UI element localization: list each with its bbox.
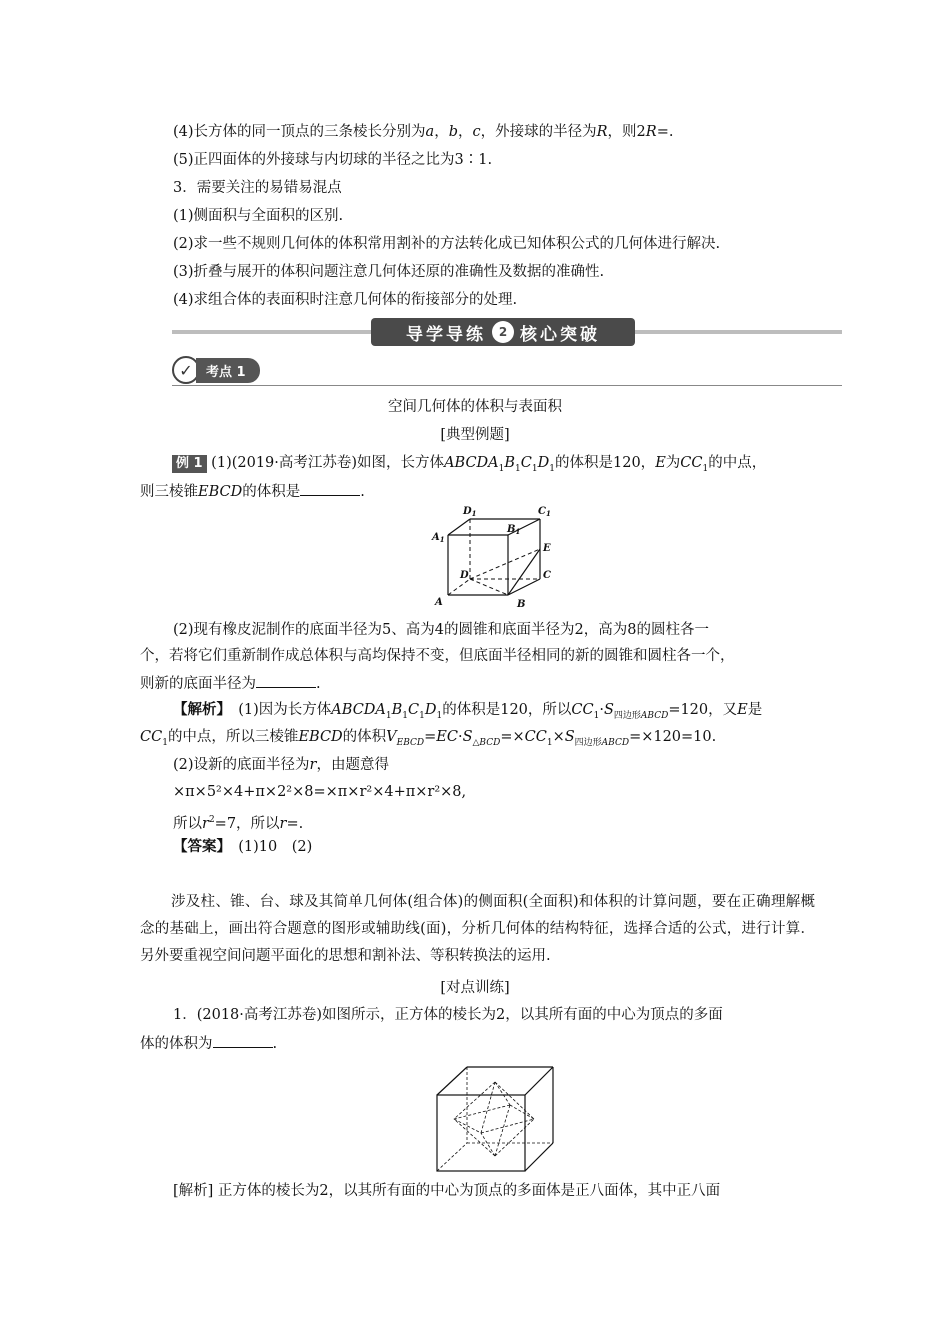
practice-1-line2: 体的体积为 .: [140, 1033, 277, 1054]
problem-2-line2: 个，若将它们重新制作成总体积与高均保持不变，但底面半径相同的新的圆锥和圆柱各一个，: [140, 648, 735, 664]
top-item-4: (4)长方体的同一顶点的三条棱长分别为a，b，c，外接球的半径为R，则2R=.: [173, 124, 674, 140]
answer-blank: [300, 481, 360, 496]
cube-octahedron-figure: [430, 1060, 560, 1175]
answer-blank-3: [213, 1033, 273, 1048]
label-C: C: [543, 570, 551, 581]
label-A: A: [435, 597, 443, 608]
label-A1: $A_1$: [432, 532, 445, 544]
practice-title: [对点训练]: [440, 980, 510, 996]
mistake-1: (1)侧面积与全面积的区别.: [173, 208, 344, 224]
label-C1: $C_1$: [538, 506, 551, 518]
mistake-4: (4)求组合体的表面积时注意几何体的衔接部分的处理.: [173, 292, 518, 308]
label-B1: $B_1$: [507, 524, 521, 536]
kaodian-rule: [172, 385, 842, 386]
label-E: E: [543, 543, 551, 554]
cuboid-figure: [425, 503, 560, 611]
example-1-line1: 例 1 (1)(2019·高考江苏卷)如图，长方体$ABCDA_1B_1C_1D_1$的体积是120，E为$CC_1$的中点，: [172, 453, 766, 479]
solution-line1: 【解析】 (1)因为长方体$ABCDA_1B_1C_1D_1$的体积是120，所以$CC_1\cdot S_{四边形ABCD}=120$，又E是: [173, 701, 763, 721]
section-banner: [371, 318, 635, 346]
practice-1-line1: 1．(2018·高考江苏卷)如图所示，正方体的棱长为2，以其所有面的中心为顶点的多面: [173, 1007, 723, 1023]
example-badge: 例 1: [172, 455, 207, 473]
heading-3: 3．需要关注的易错易混点: [173, 180, 342, 196]
kaodian-tag: [172, 357, 260, 383]
label-D1: $D_1$: [463, 506, 477, 518]
checkmark-icon: ✓: [172, 356, 200, 384]
label-B: B: [517, 599, 526, 610]
problem-2-line3: 则新的底面半径为 .: [140, 673, 321, 694]
solution-line4: ×π×5²×4+π×2²×8=×π×r²×4+π×r²×8,: [173, 784, 467, 800]
typical-examples-title: [典型例题]: [440, 427, 510, 443]
solution-line2: $CC_1$的中点，所以三棱锥EBCD的体积$V_{EBCD}=EC\cdot S_{\triangle BCD}=\times CC_1\times S_{四边形ABCD}=\times 120=10$.: [140, 729, 717, 748]
summary-paragraph: 涉及柱、锥、台、球及其简单几何体(组合体)的侧面积(全面积)和体积的计算问题，要在正确理解概念的基础上，画出符合题意的图形或辅助线(面)，分析几何体的结构特征，选择合适的公式，进行计算．另外要重视空间问题平面化的思想和割补法、等积转换法的运用.: [140, 894, 815, 964]
banner-number-badge: 2: [492, 321, 514, 343]
banner-right-text: 核心突破: [520, 324, 600, 345]
section-title: 空间几何体的体积与表面积: [388, 399, 562, 415]
practice-solution-line: [解析] 正方体的棱长为2，以其所有面的中心为顶点的多面体是正八面体，其中正八面: [173, 1183, 721, 1199]
label-D: D: [460, 570, 469, 581]
mistake-3: (3)折叠与展开的体积问题注意几何体还原的准确性及数据的准确性.: [173, 264, 605, 280]
solution-line5: 所以$r^2=7$，所以r=.: [173, 815, 304, 832]
answer-line: 【答案】 (1)10 (2): [173, 838, 313, 855]
kaodian-label: 考点 1: [196, 358, 260, 383]
answer-blank-2: [256, 673, 316, 688]
solution-line3: (2)设新的底面半径为r，由题意得: [173, 757, 389, 773]
mistake-2: (2)求一些不规则几何体的体积常用割补的方法转化成已知体积公式的几何体进行解决.: [173, 236, 721, 252]
banner-left-text: 导学导练: [406, 324, 486, 345]
example-1-line2: 则三棱锥EBCD的体积是 .: [140, 481, 365, 502]
problem-2-line1: (2)现有橡皮泥制作的底面半径为5、高为4的圆锥和底面半径为2，高为8的圆柱各一: [173, 622, 709, 638]
top-item-5: (5)正四面体的外接球与内切球的半径之比为3∶1.: [173, 152, 493, 168]
